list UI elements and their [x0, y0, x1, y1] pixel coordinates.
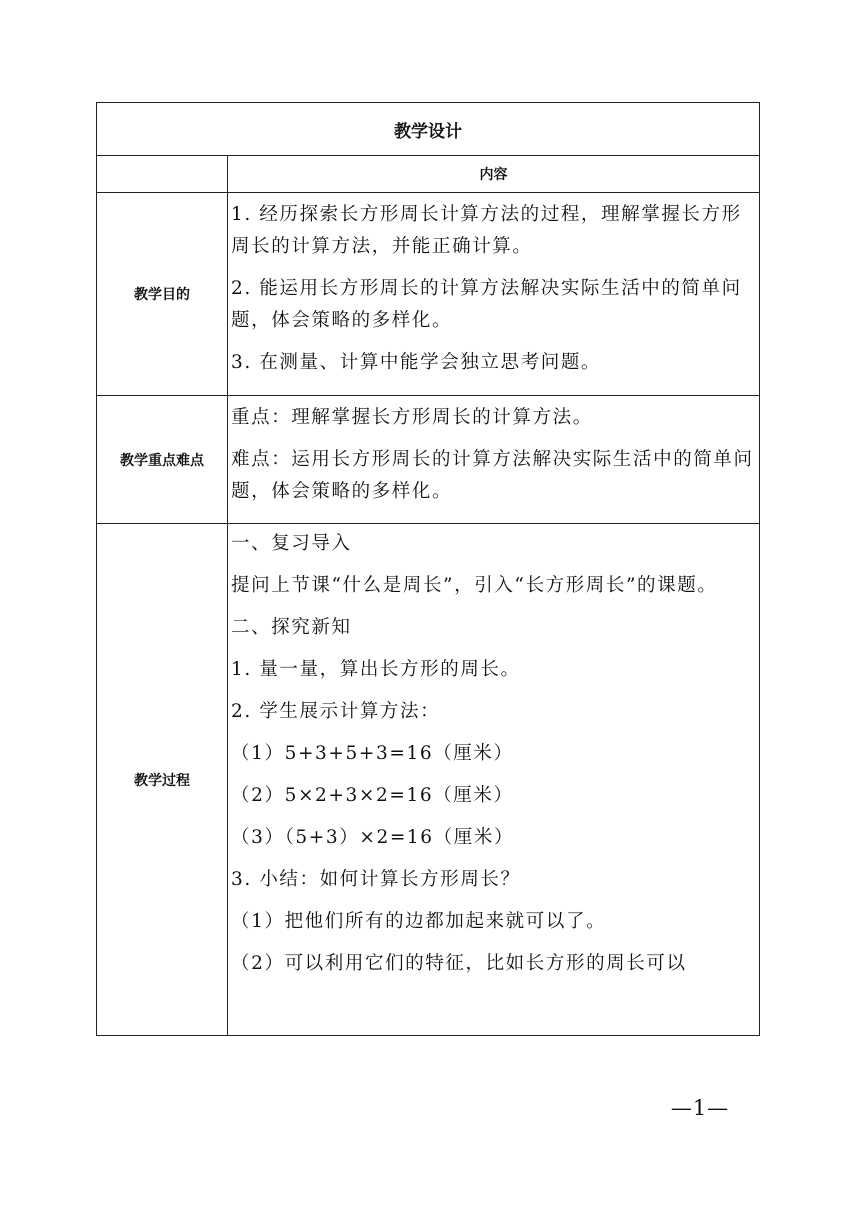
- page-number: —1—: [670, 1096, 730, 1120]
- header-content-cell: 内容: [228, 156, 760, 193]
- table-row-objectives: [97, 193, 760, 396]
- paragraph: （2）5×2+3×2=16（厘米）: [231, 785, 514, 806]
- row-content-process: [228, 524, 760, 1036]
- lesson-design-table: [96, 102, 760, 1036]
- paragraph: 一、复习导入: [231, 533, 352, 554]
- paragraph: 二、探究新知: [231, 617, 352, 638]
- paragraph: 1. 量一量，算出长方形的周长。: [231, 659, 521, 680]
- table-row-key-points: [97, 396, 760, 524]
- row-label-objectives: 教学目的: [97, 193, 228, 396]
- paragraph: 提问上节课“什么是周长”，引入“长方形周长”的课题。: [231, 575, 718, 596]
- row-content-objectives: [228, 193, 760, 396]
- paragraph: 2. 能运用长方形周长的计算方法解决实际生活中的简单问题，体会策略的多样化。: [231, 278, 742, 331]
- table-title: 教学设计: [97, 103, 760, 156]
- paragraph: 1. 经历探索长方形周长计算方法的过程，理解掌握长方形周长的计算方法，并能正确计算。: [231, 204, 742, 257]
- row-label-key-points: 教学重点难点: [97, 396, 228, 524]
- table-row-process: [97, 524, 760, 1036]
- row-label-process: 教学过程: [97, 524, 228, 1036]
- paragraph: 3. 在测量、计算中能学会独立思考问题。: [231, 352, 602, 373]
- row-content-key-points: [228, 396, 760, 524]
- paragraph: 2. 学生展示计算方法：: [231, 701, 441, 722]
- paragraph: （3）（5+3）×2=16（厘米）: [231, 827, 515, 848]
- paragraph: （2）可以利用它们的特征，比如长方形的周长可以: [231, 953, 687, 974]
- paragraph: 3. 小结：如何计算长方形周长？: [231, 869, 521, 890]
- paragraph: （1）把他们所有的边都加起来就可以了。: [231, 911, 607, 932]
- paragraph: （1）5+3+5+3=16（厘米）: [231, 743, 514, 764]
- paragraph: 难点：运用长方形周长的计算方法解决实际生活中的简单问题，体会策略的多样化。: [231, 449, 754, 502]
- paragraph: 重点：理解掌握长方形周长的计算方法。: [231, 407, 593, 428]
- header-label-cell: [97, 156, 228, 193]
